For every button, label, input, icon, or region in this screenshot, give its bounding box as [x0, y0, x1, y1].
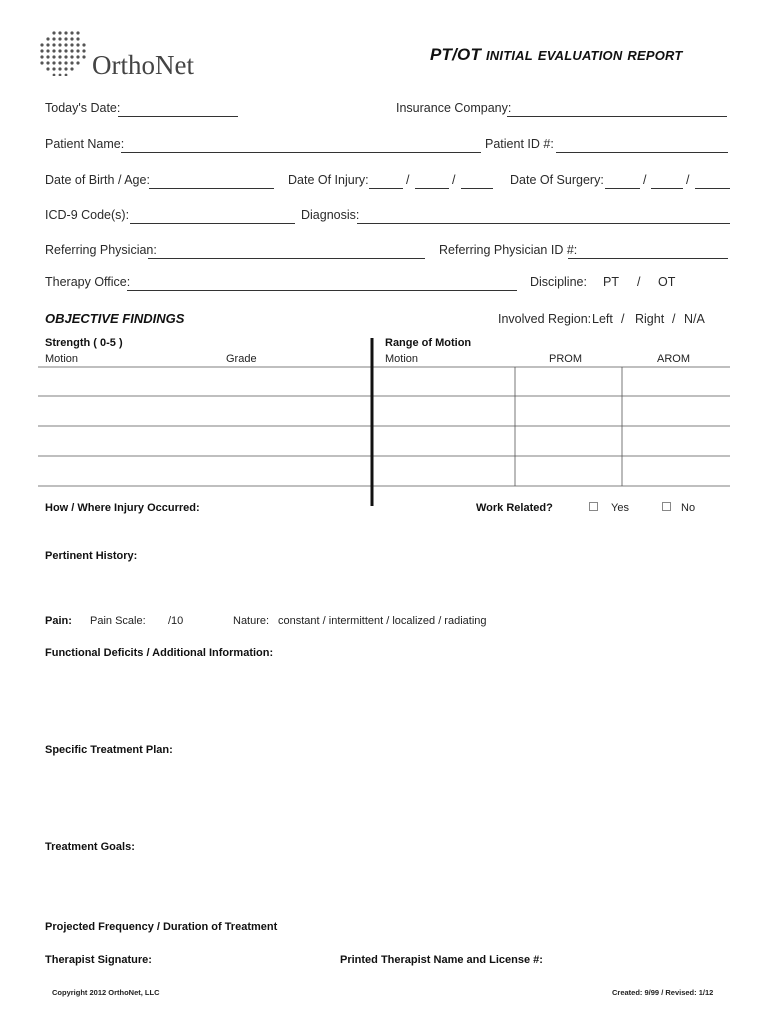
work-related-yes-checkbox[interactable]: [589, 502, 598, 511]
rom-row-3[interactable]: [375, 427, 730, 455]
patient-name-label: Patient Name:: [45, 137, 125, 151]
region-sep-2: /: [672, 312, 676, 326]
how-where-injury-label: How / Where Injury Occurred:: [45, 502, 200, 514]
printed-therapist-name-label: Printed Therapist Name and License #:: [340, 954, 543, 966]
injury-date-sep-1: /: [406, 173, 410, 187]
region-right-option[interactable]: Right: [635, 312, 665, 326]
work-related-no-label: No: [681, 502, 696, 514]
discipline-separator: /: [637, 275, 641, 289]
strength-row-3[interactable]: [38, 427, 370, 455]
pain-scale-value[interactable]: /10: [168, 615, 184, 627]
discipline-pt-option[interactable]: PT: [603, 275, 619, 289]
strength-row-2[interactable]: [38, 397, 370, 425]
rom-heading: Range of Motion: [385, 337, 472, 349]
patient-id-label: Patient ID #:: [485, 137, 554, 151]
strength-col-grade: Grade: [226, 353, 257, 365]
dob-age-label: Date of Birth / Age:: [45, 173, 150, 187]
discipline-label: Discipline:: [530, 275, 587, 289]
work-related-label: Work Related?: [476, 502, 553, 514]
pain-nature-options[interactable]: constant / intermittent / localized / radiating: [278, 615, 487, 627]
specific-treatment-plan-label: Specific Treatment Plan:: [45, 744, 173, 756]
icd9-label: ICD-9 Code(s):: [45, 208, 130, 222]
objective-findings-heading: OBJECTIVE FINDINGS: [45, 311, 185, 326]
work-related-yes-label: Yes: [611, 502, 629, 514]
discipline-ot-option[interactable]: OT: [658, 275, 676, 289]
referring-physician-label: Referring Physician:: [45, 243, 157, 257]
functional-deficits-label: Functional Deficits / Additional Information:: [45, 647, 274, 659]
todays-date-label: Today's Date:: [45, 101, 121, 115]
referring-physician-id-label: Referring Physician ID #:: [439, 243, 578, 257]
title-evaluation: EVALUATION: [537, 48, 623, 63]
surgery-date-sep-1: /: [643, 173, 647, 187]
projected-frequency-label: Projected Frequency / Duration of Treatment: [45, 921, 278, 933]
created-revised-footer: Created: 9/99 / Revised: 1/12: [612, 988, 714, 997]
logo-text: OrthoNet: [92, 50, 194, 80]
rom-col-arom: AROM: [657, 353, 690, 365]
surgery-date-sep-2: /: [686, 173, 690, 187]
rom-row-2[interactable]: [375, 397, 730, 425]
pertinent-history-label: Pertinent History:: [45, 550, 138, 562]
therapist-signature-label: Therapist Signature:: [45, 954, 152, 966]
rom-row-1[interactable]: [375, 368, 730, 395]
title-pt-ot: PT/OT: [430, 45, 482, 64]
region-left-option[interactable]: Left: [592, 312, 613, 326]
strength-col-motion: Motion: [45, 353, 79, 365]
treatment-goals-label: Treatment Goals:: [45, 841, 135, 853]
therapy-office-label: Therapy Office:: [45, 275, 131, 289]
copyright-footer: Copyright 2012 OrthoNet, LLC: [52, 988, 160, 997]
region-sep-1: /: [621, 312, 625, 326]
strength-row-1[interactable]: [38, 368, 370, 395]
rom-row-4[interactable]: [375, 457, 730, 485]
region-na-option[interactable]: N/A: [684, 312, 705, 326]
pain-label: Pain:: [45, 615, 72, 627]
pain-scale-label: Pain Scale:: [90, 615, 146, 627]
date-of-surgery-label: Date Of Surgery:: [510, 173, 604, 187]
insurance-company-label: Insurance Company:: [396, 101, 512, 115]
rom-col-motion: Motion: [385, 353, 419, 365]
injury-date-sep-2: /: [452, 173, 456, 187]
involved-region-label: Involved Region:: [498, 312, 592, 326]
strength-heading: Strength ( 0-5 ): [45, 337, 123, 349]
pain-nature-label: Nature:: [233, 615, 270, 627]
strength-row-4[interactable]: [38, 457, 370, 485]
rom-col-prom: PROM: [549, 353, 582, 365]
date-of-injury-label: Date Of Injury:: [288, 173, 369, 187]
title-initial: INITIAL: [486, 48, 533, 63]
work-related-no-checkbox[interactable]: [662, 502, 671, 511]
title-report: REPORT: [627, 48, 683, 63]
diagnosis-label: Diagnosis:: [301, 208, 360, 222]
